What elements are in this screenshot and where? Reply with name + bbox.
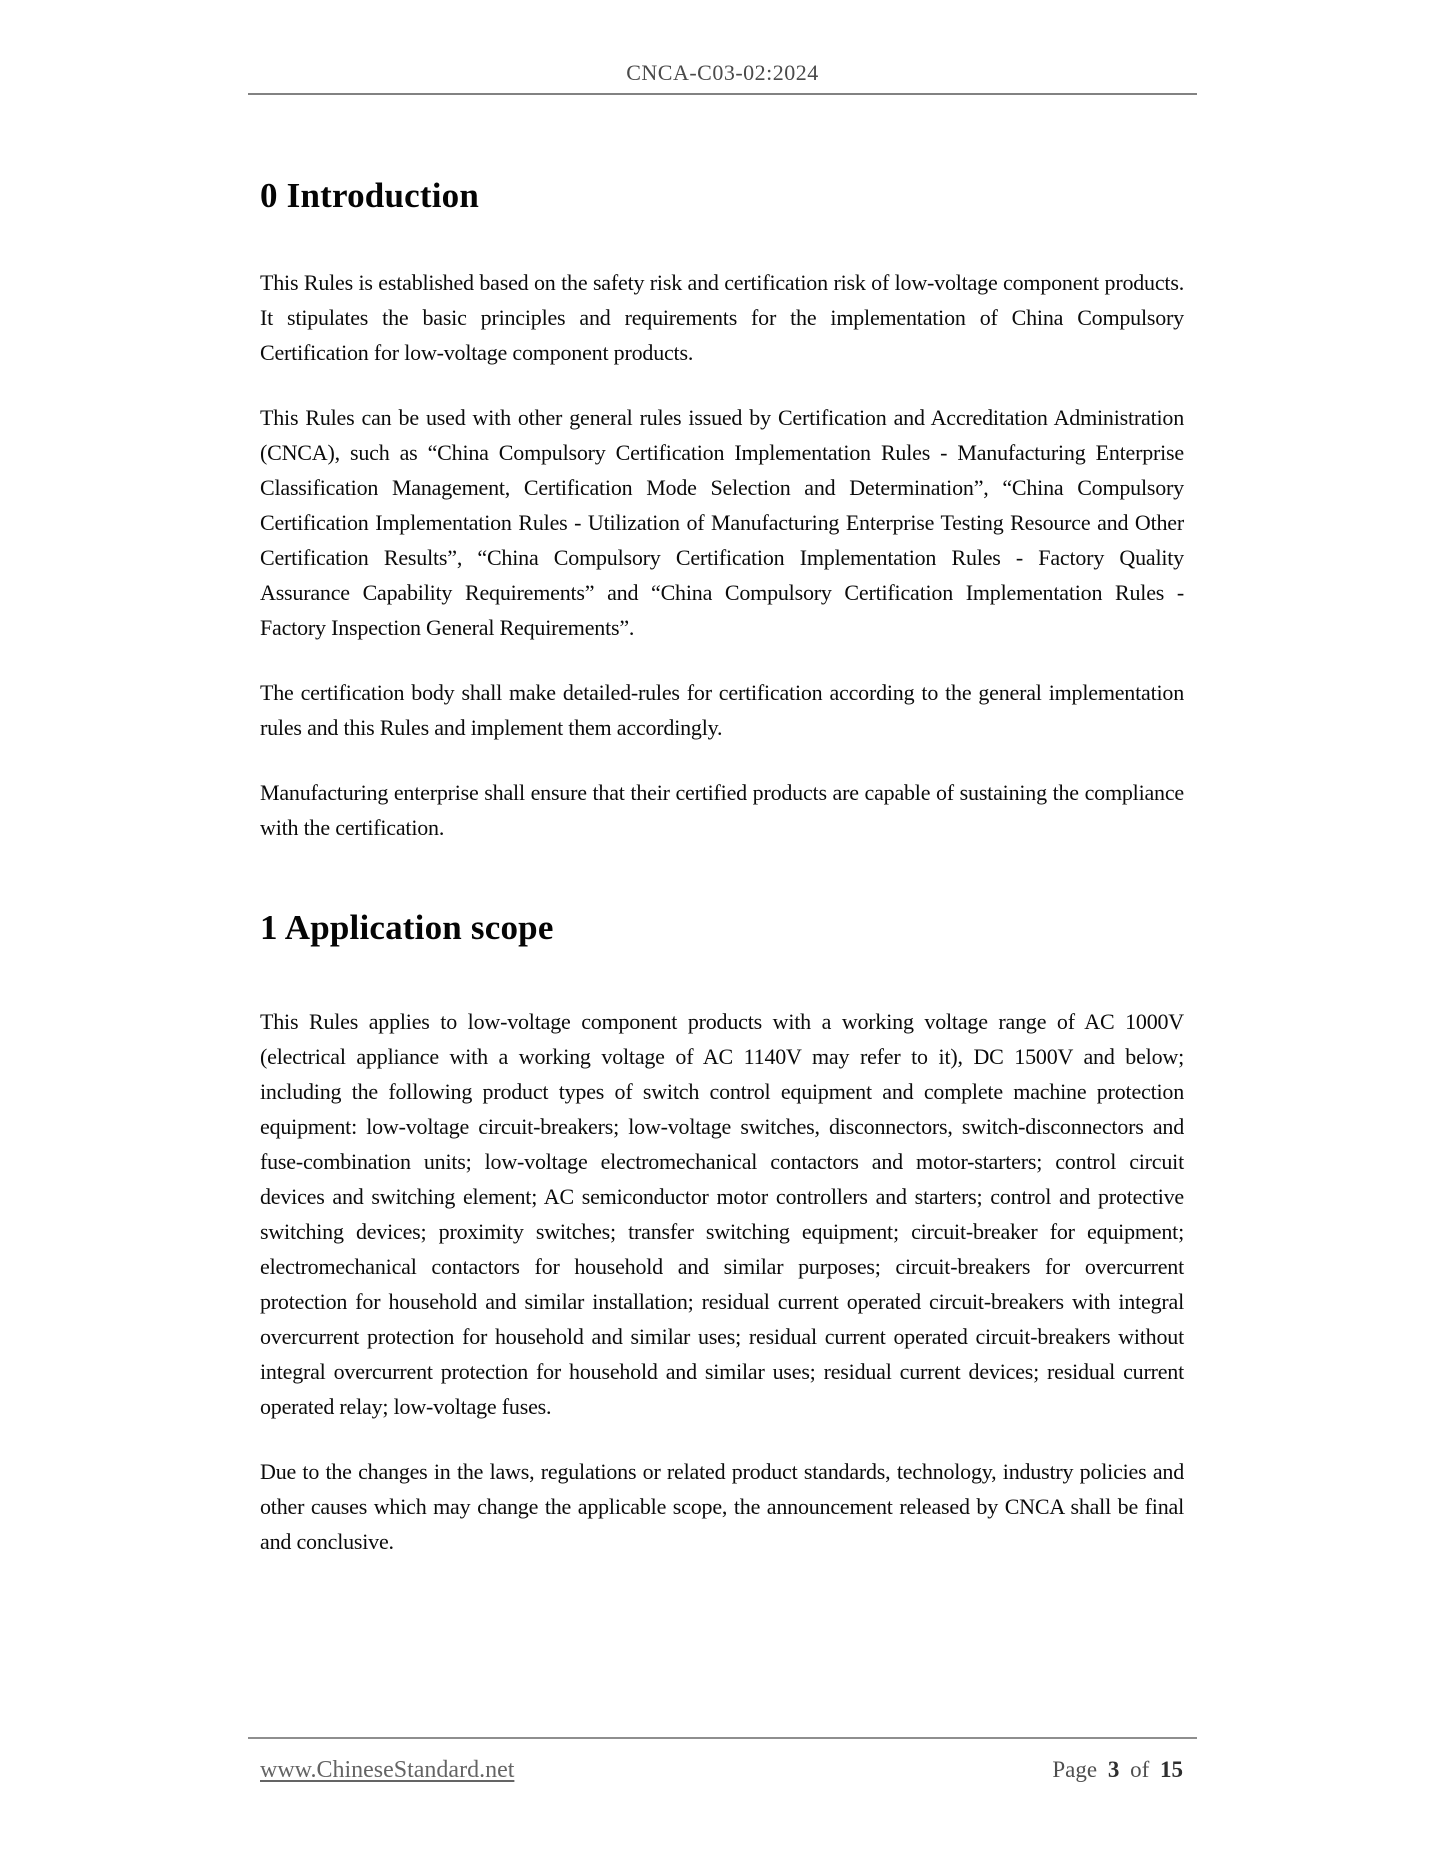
website-link[interactable]: www.ChineseStandard.net [260, 1757, 515, 1783]
current-page-number: 3 [1107, 1757, 1120, 1782]
section-heading-application-scope: 1 Application scope [260, 908, 554, 947]
footer-divider [248, 1737, 1197, 1739]
paragraph-scope-2: Due to the changes in the laws, regulations or related product standards, technology, industry policies and other causes which may change the applicable scope, the announcement released by CNCA shall be final and conclusive. [260, 1459, 1184, 1554]
document-number: CNCA-C03-02:2024 [626, 60, 819, 85]
section-heading-introduction: 0 Introduction [260, 176, 480, 215]
page-number [1052, 1757, 1183, 1783]
page-label: Page [1052, 1757, 1098, 1782]
paragraph-intro-1: This Rules is established based on the safety risk and certification risk of low-voltage component products. It stipulates the basic principles and requirements for the implementation of China Compulsory Certification for low-voltage component products. [260, 270, 1184, 365]
header-divider [248, 93, 1197, 95]
paragraph-intro-4: Manufacturing enterprise shall ensure that their certified products are capable of sustaining the compliance with the certification. [260, 780, 1184, 840]
section-introduction [260, 175, 1184, 845]
total-page-number: 15 [1160, 1757, 1183, 1782]
page-footer [248, 1757, 1197, 1784]
paragraph-scope-1: This Rules applies to low-voltage component products with a working voltage range of AC 1000V (electrical appliance with a working voltage of AC 1140V may refer to it), DC 1500V and below; including the following product types of switch control equipment and complete machine protection equipment: low-voltage circuit-breakers; low-voltage switches, disconnectors, switch-disconnectors and fuse-combination units; low-voltage electromechanical contactors and motor-starters; control circuit devices and switching element; AC semiconductor motor controllers and starters; control and protective switching devices; proximity switches; transfer switching equipment; circuit-breaker for equipment; electromechanical contactors for household and similar purposes; circuit-breakers for overcurrent protection for household and similar installation; residual current operated circuit-breakers with integral overcurrent protection for household and similar uses; residual current operated circuit-breakers without integral overcurrent protection for household and similar uses; residual current devices; residual current operated relay; low-voltage fuses. [260, 1009, 1184, 1419]
paragraph-intro-2: This Rules can be used with other general rules issued by Certification and Accreditation Administration (CNCA), such as “China Compulsory Certification Implementation Rules - Manufacturing Enterprise Classification Management, Certification Mode Selection and Determination”, “China Compulsory Certification Implementation Rules - Utilization of Manufacturing Enterprise Testing Resource and Other Certification Results”, “China Compulsory Certification Implementation Rules - Factory Quality Assurance Capability Requirements” and “China Compulsory Certification Implementation Rules - Factory Inspection General Requirements”. [260, 405, 1184, 640]
of-label: of [1130, 1757, 1150, 1782]
section-application-scope [260, 907, 1184, 1559]
paragraph-intro-3: The certification body shall make detailed-rules for certification according to the general implementation rules and this Rules and implement them accordingly. [260, 680, 1184, 740]
